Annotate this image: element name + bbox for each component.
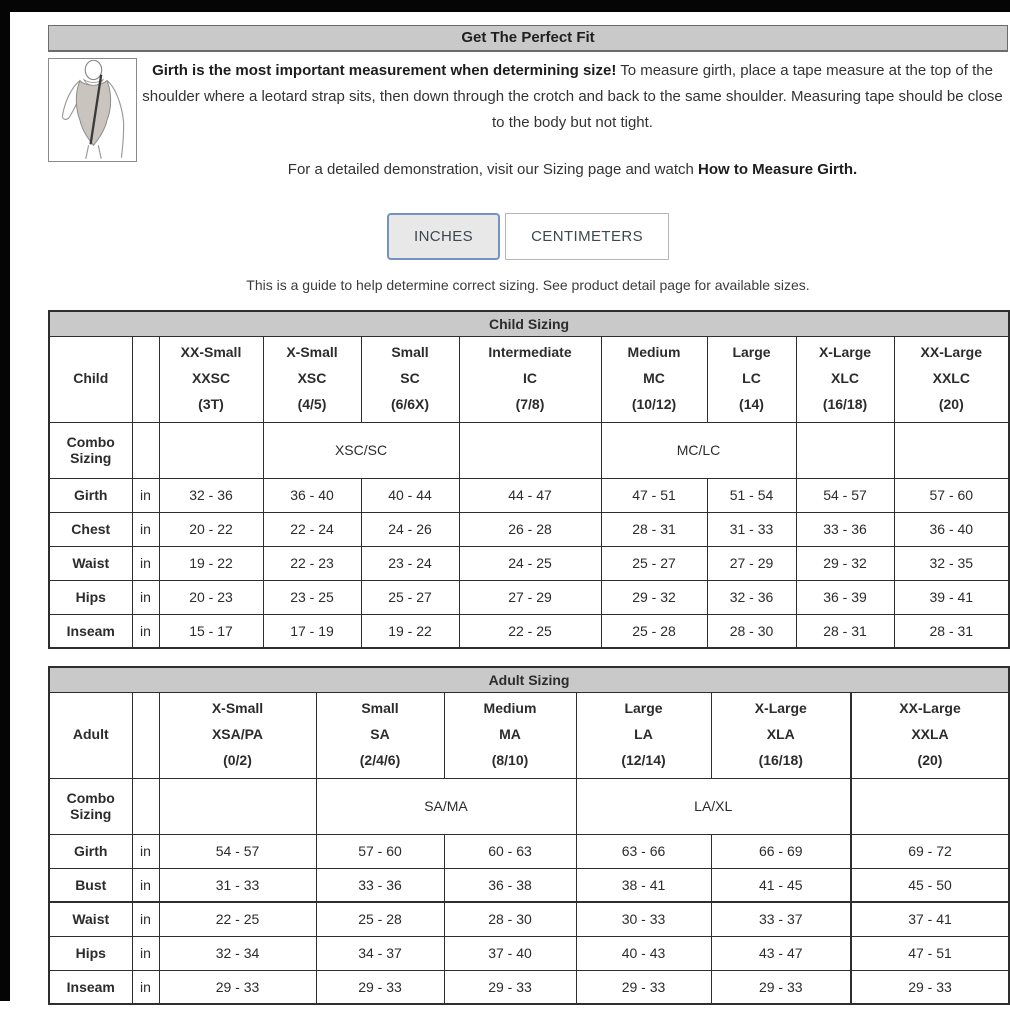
size-name: Large [732, 344, 771, 361]
size-range-cell: 47 - 51 [851, 936, 1009, 970]
row-label: Hips [49, 936, 132, 970]
row-label: Chest [49, 512, 132, 546]
size-code: SA [370, 726, 390, 743]
adult-hips-row [49, 936, 1009, 970]
row-label: Hips [49, 580, 132, 614]
size-range-cell: 28 - 31 [894, 614, 1009, 648]
size-range-cell: 23 - 25 [263, 580, 361, 614]
size-range-cell: 32 - 36 [159, 478, 263, 512]
size-name: XX-Small [180, 344, 242, 361]
child-waist-row [49, 546, 1009, 580]
size-range-cell: 66 - 69 [711, 834, 851, 868]
size-code: LA [634, 726, 653, 743]
empty-cell [132, 778, 159, 834]
size-range-cell: 33 - 37 [711, 902, 851, 936]
size-code: LC [742, 370, 761, 387]
row-label: Inseam [49, 614, 132, 648]
size-name: Small [391, 344, 429, 361]
child-combo-xsc-sc: XSC/SC [263, 422, 459, 478]
size-range-cell: 33 - 36 [796, 512, 894, 546]
size-range-cell: 28 - 30 [707, 614, 796, 648]
unit-cell: in [132, 478, 159, 512]
child-hips-row [49, 580, 1009, 614]
child-combo-mc-lc: MC/LC [601, 422, 796, 478]
size-range-cell: 29 - 33 [711, 970, 851, 1004]
size-range-cell: 43 - 47 [711, 936, 851, 970]
size-range-cell: 69 - 72 [851, 834, 1009, 868]
size-num: (16/18) [822, 395, 868, 412]
adult-size-col-header [444, 692, 576, 778]
child-girth-row [49, 478, 1009, 512]
size-name: X-Small [286, 344, 338, 361]
size-name: XX-Large [920, 344, 983, 361]
size-num: (4/5) [297, 395, 327, 412]
size-code: MA [499, 726, 521, 743]
size-code: XXLA [911, 726, 949, 743]
size-code: IC [523, 370, 537, 387]
size-range-cell: 37 - 40 [444, 936, 576, 970]
size-range-cell: 36 - 40 [894, 512, 1009, 546]
size-range-cell: 32 - 35 [894, 546, 1009, 580]
empty-cell [159, 778, 316, 834]
child-size-col-header [601, 336, 707, 422]
adult-inseam-row [49, 970, 1009, 1004]
girth-instructions [139, 58, 1006, 136]
size-name: X-Large [818, 344, 872, 361]
size-code: XSC [297, 370, 327, 387]
unit-cell: in [132, 614, 159, 648]
size-num: (14) [739, 395, 764, 412]
inches-button[interactable]: INCHES [387, 213, 500, 260]
girth-measurement-illustration [48, 58, 137, 162]
size-range-cell: 29 - 33 [159, 970, 316, 1004]
size-range-cell: 47 - 51 [601, 478, 707, 512]
size-range-cell: 25 - 28 [316, 902, 444, 936]
child-size-col-header [796, 336, 894, 422]
size-range-cell: 30 - 33 [576, 902, 711, 936]
empty-cell [132, 422, 159, 478]
row-label: Inseam [49, 970, 132, 1004]
size-range-cell: 60 - 63 [444, 834, 576, 868]
size-range-cell: 22 - 23 [263, 546, 361, 580]
unit-cell: in [132, 868, 159, 902]
size-range-cell: 24 - 26 [361, 512, 459, 546]
size-name: X-Small [211, 700, 264, 717]
screenshot-top-border [0, 0, 1010, 12]
adult-size-col-header [851, 692, 1009, 778]
adult-sizing-table [48, 666, 1010, 1005]
size-range-cell: 63 - 66 [576, 834, 711, 868]
size-num: (0/2) [223, 751, 252, 768]
child-combo-label: Combo Sizing [49, 422, 132, 478]
child-size-col-header [263, 336, 361, 422]
size-range-cell: 15 - 17 [159, 614, 263, 648]
size-range-cell: 26 - 28 [459, 512, 601, 546]
size-range-cell: 29 - 32 [601, 580, 707, 614]
size-range-cell: 20 - 22 [159, 512, 263, 546]
size-range-cell: 33 - 36 [316, 868, 444, 902]
unit-cell: in [132, 834, 159, 868]
size-code: XXSC [191, 370, 231, 387]
size-name: Intermediate [488, 344, 572, 361]
size-num: (20) [938, 395, 964, 412]
size-range-cell: 28 - 31 [796, 614, 894, 648]
size-range-cell: 40 - 43 [576, 936, 711, 970]
centimeters-button[interactable]: CENTIMETERS [505, 213, 669, 260]
size-range-cell: 45 - 50 [851, 868, 1009, 902]
size-name: Medium [627, 344, 681, 361]
size-num: (8/10) [491, 751, 529, 768]
child-sizing-table [48, 310, 1010, 649]
unit-cell: in [132, 970, 159, 1004]
size-range-cell: 19 - 22 [361, 614, 459, 648]
size-range-cell: 20 - 23 [159, 580, 263, 614]
row-label: Waist [49, 546, 132, 580]
unit-cell: in [132, 902, 159, 936]
child-size-col-header [159, 336, 263, 422]
size-name: Small [361, 700, 399, 717]
unit-toggle [48, 213, 1008, 260]
size-num: (12/14) [621, 751, 666, 768]
size-num: (16/18) [758, 751, 803, 768]
size-num: (3T) [198, 395, 224, 412]
demo-sentence [139, 157, 1006, 183]
child-group-label: Child [49, 336, 132, 422]
size-range-cell: 25 - 27 [601, 546, 707, 580]
row-label: Waist [49, 902, 132, 936]
intro-section [48, 58, 1008, 183]
size-num: (10/12) [631, 395, 677, 412]
size-code: MC [643, 370, 665, 387]
content-area [48, 25, 1008, 1005]
adult-size-col-header [711, 692, 851, 778]
size-range-cell: 54 - 57 [159, 834, 316, 868]
size-num: (2/4/6) [359, 751, 401, 768]
unit-cell: in [132, 546, 159, 580]
size-range-cell: 28 - 31 [601, 512, 707, 546]
size-name: X-Large [754, 700, 807, 717]
child-table-title: Child Sizing [49, 311, 1009, 336]
empty-cell [851, 778, 1009, 834]
size-range-cell: 27 - 29 [707, 546, 796, 580]
adult-group-label: Adult [49, 692, 132, 778]
size-range-cell: 38 - 41 [576, 868, 711, 902]
size-range-cell: 41 - 45 [711, 868, 851, 902]
adult-waist-row [49, 902, 1009, 936]
row-label: Girth [49, 834, 132, 868]
size-range-cell: 36 - 38 [444, 868, 576, 902]
size-range-cell: 36 - 39 [796, 580, 894, 614]
girth-instructions-lead: Girth is the most important measurement when determining size! [152, 62, 617, 79]
leotard-figure-icon [50, 60, 135, 160]
size-range-cell: 19 - 22 [159, 546, 263, 580]
adult-combo-label: Combo Sizing [49, 778, 132, 834]
size-code: SC [400, 370, 420, 387]
size-range-cell: 25 - 27 [361, 580, 459, 614]
size-range-cell: 57 - 60 [316, 834, 444, 868]
child-size-col-header [459, 336, 601, 422]
child-inseam-row [49, 614, 1009, 648]
size-range-cell: 29 - 33 [316, 970, 444, 1004]
size-name: Medium [483, 700, 537, 717]
unit-cell: in [132, 936, 159, 970]
size-range-cell: 40 - 44 [361, 478, 459, 512]
intro-text [137, 58, 1008, 183]
adult-size-col-header [159, 692, 316, 778]
size-range-cell: 51 - 54 [707, 478, 796, 512]
empty-cell [894, 422, 1009, 478]
size-range-cell: 44 - 47 [459, 478, 601, 512]
size-range-cell: 29 - 33 [851, 970, 1009, 1004]
size-range-cell: 34 - 37 [316, 936, 444, 970]
adult-table-title: Adult Sizing [49, 667, 1009, 692]
size-range-cell: 36 - 40 [263, 478, 361, 512]
size-code: XSA/PA [211, 726, 264, 743]
empty-cell [159, 422, 263, 478]
size-range-cell: 29 - 33 [444, 970, 576, 1004]
adult-bust-row [49, 868, 1009, 902]
size-num: (7/8) [515, 395, 545, 412]
size-range-cell: 22 - 25 [459, 614, 601, 648]
size-range-cell: 24 - 25 [459, 546, 601, 580]
size-range-cell: 23 - 24 [361, 546, 459, 580]
adult-girth-row [49, 834, 1009, 868]
demo-sentence-prefix: For a detailed demonstration, visit our Sizing page and watch [287, 161, 699, 178]
size-range-cell: 27 - 29 [459, 580, 601, 614]
size-range-cell: 39 - 41 [894, 580, 1009, 614]
page-title: Get The Perfect Fit [48, 25, 1008, 52]
size-range-cell: 29 - 33 [576, 970, 711, 1004]
adult-combo-sa-ma: SA/MA [316, 778, 576, 834]
unit-header-cell [132, 336, 159, 422]
size-range-cell: 17 - 19 [263, 614, 361, 648]
size-range-cell: 31 - 33 [707, 512, 796, 546]
screenshot-left-border [0, 0, 10, 1001]
unit-cell: in [132, 512, 159, 546]
empty-cell [459, 422, 601, 478]
sizing-guide-note: This is a guide to help determine correct sizing. See product detail page for available sizes. [246, 277, 810, 293]
size-range-cell: 28 - 30 [444, 902, 576, 936]
size-range-cell: 22 - 24 [263, 512, 361, 546]
demo-sentence-bold: How to Measure Girth. [698, 161, 858, 178]
size-range-cell: 25 - 28 [601, 614, 707, 648]
girth-instructions-body: To measure girth, place a tape measure at the top of the shoulder where a leotard strap sits, then down through the crotch and back to the same shoulder. Measuring tape should be close to the body but not tight. [142, 62, 1003, 131]
size-range-cell: 32 - 34 [159, 936, 316, 970]
child-size-col-header [361, 336, 459, 422]
size-range-cell: 29 - 32 [796, 546, 894, 580]
size-code: XLA [766, 726, 795, 743]
size-range-cell: 32 - 36 [707, 580, 796, 614]
size-num: (20) [917, 751, 943, 768]
child-size-col-header [707, 336, 796, 422]
adult-combo-la-xl: LA/XL [576, 778, 851, 834]
size-name: Large [624, 700, 663, 717]
size-range-cell: 57 - 60 [894, 478, 1009, 512]
unit-header-cell [132, 692, 159, 778]
size-range-cell: 31 - 33 [159, 868, 316, 902]
adult-size-col-header [316, 692, 444, 778]
child-chest-row [49, 512, 1009, 546]
size-range-cell: 37 - 41 [851, 902, 1009, 936]
child-size-col-header [894, 336, 1009, 422]
adult-size-col-header [576, 692, 711, 778]
size-code: XLC [831, 370, 859, 387]
size-range-cell: 54 - 57 [796, 478, 894, 512]
row-label: Bust [49, 868, 132, 902]
size-code: XXLC [932, 370, 970, 387]
size-range-cell: 22 - 25 [159, 902, 316, 936]
size-num: (6/6X) [390, 395, 430, 412]
empty-cell [796, 422, 894, 478]
row-label: Girth [49, 478, 132, 512]
unit-cell: in [132, 580, 159, 614]
size-name: XX-Large [899, 700, 961, 717]
